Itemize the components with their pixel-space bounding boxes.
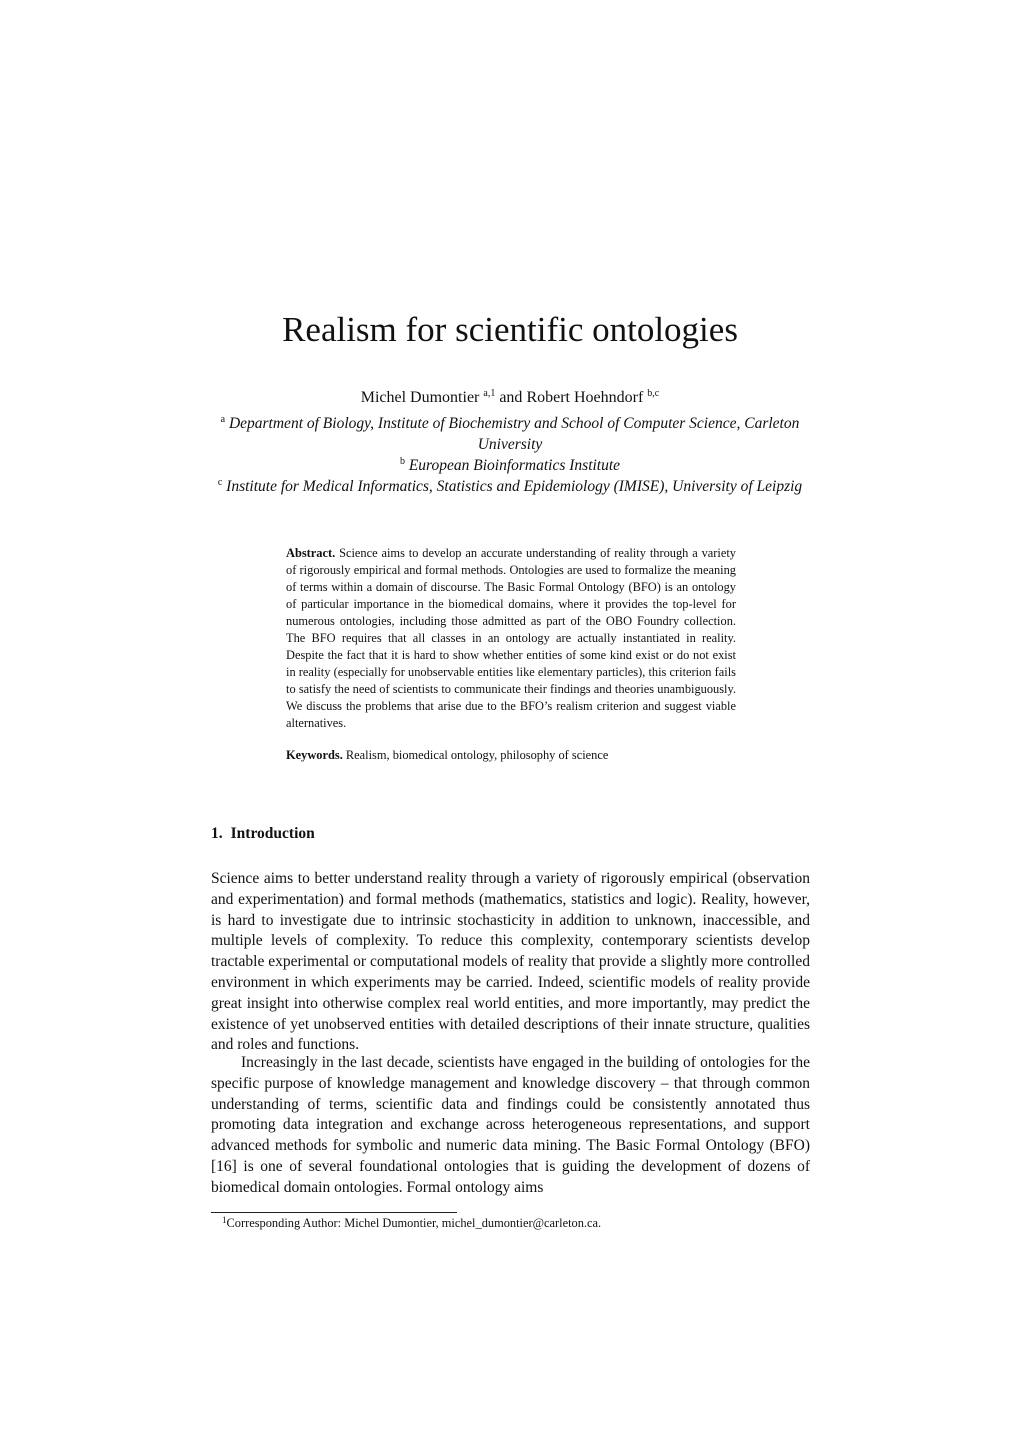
abstract-text: Science aims to develop an accurate understanding of reality through a variety of rigorously empirical and formal methods. Ontologies are used to formalize the meaning of terms within a domain of discourse. The Basic Formal Ontology (BFO) is an ontology of particular importance in the biomedical domains, where it provides the top-level for numerous ontologies, including those admitted as part of the OBO Foundry collection. The BFO requires that all classes in an ontology are actually instantiated in reality. Despite the fact that it is hard to show whether entities of some kind exist or do not exist in reality (especially for unobservable entities like elementary particles), this criterion fails to satisfy the need of scientists to communicate their findings and theories unambiguously. We discuss the problems that arise due to the BFO’s realism criterion and suggest viable alternatives. (286, 546, 736, 730)
paper-title: Realism for scientific ontologies (282, 310, 738, 349)
footnote (222, 1215, 601, 1232)
section-number: 1. (211, 825, 223, 842)
keywords-label: Keywords. (286, 748, 343, 762)
author-line (0, 388, 1020, 408)
affiliation-mark: a (220, 414, 226, 425)
affiliation-mark: b (399, 456, 405, 467)
affiliation-text: Institute for Medical Informatics, Statistics and Epidemiology (IMISE), University of Leipzig (226, 478, 803, 495)
footnote-text: Corresponding Author: Michel Dumontier, michel_dumontier@carleton.ca. (226, 1216, 602, 1230)
keywords (286, 747, 736, 764)
body-paragraph: Increasingly in the last decade, scientists have engaged in the building of ontologies for the specific purpose of knowledge management and knowledge discovery – that through common understanding of terms, scientific data and findings could be consistently annotated thus promoting data integration and exchange across heterogeneous representations, and support advanced methods for symbolic and numeric data mining. The Basic Formal Ontology (BFO) [16] is one of several foundational ontologies that is guiding the development of dozens of biomedical domain ontologies. Formal ontology aims (211, 1054, 810, 1196)
body-paragraph: Science aims to better understand reality through a variety of rigorously empirical (observation and experimentation) and formal methods (mathematics, statistics and logic). Reality, however, is hard to investigate due to intrinsic stochasticity in addition to unknown, inaccessible, and multiple levels of complexity. To reduce this complexity, contemporary scientists develop tractable experimental or computational models of reality that provide a slightly more controlled environment in which experiments may be carried. Indeed, scientific models of reality provide great insight into otherwise complex real world entities, and more importantly, may predict the existence of yet unobserved entities with detailed descriptions of their innate structure, qualities and roles and functions. (211, 870, 810, 1054)
author-connector: and (495, 389, 527, 406)
section-title: Introduction (230, 825, 315, 842)
author-affiliation-mark: b,c (647, 388, 660, 399)
affiliation (210, 414, 810, 456)
affiliation-text: European Bioinformatics Institute (408, 457, 621, 474)
author-name: Robert Hoehndorf (526, 389, 644, 406)
author-affiliation-mark: a,1 (483, 388, 496, 399)
keywords-text: Realism, biomedical ontology, philosophy of science (345, 748, 609, 762)
affiliation (210, 456, 810, 477)
author-name: Michel Dumontier (360, 389, 480, 406)
section-heading (211, 824, 315, 844)
footnote-divider (211, 1212, 457, 1213)
affiliation (210, 477, 810, 498)
footnote-mark: 1 (222, 1215, 227, 1225)
affiliation-mark: c (217, 477, 223, 488)
affiliation-text: Department of Biology, Institute of Biochemistry and School of Computer Science, Carleton University (228, 415, 800, 453)
abstract (286, 545, 736, 732)
abstract-label: Abstract. (286, 546, 336, 560)
